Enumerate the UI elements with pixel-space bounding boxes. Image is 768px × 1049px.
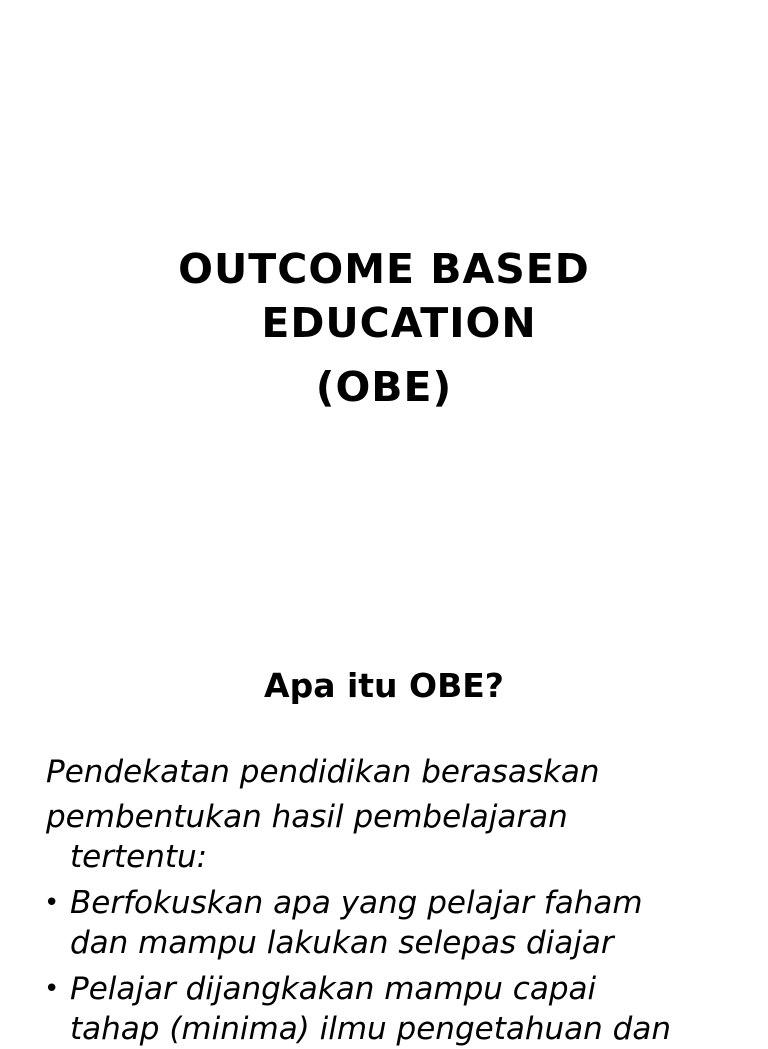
bullet-icon: • [44,888,60,918]
bullet-icon: • [44,974,60,1004]
title-line-2: EDUCATION [261,299,537,347]
title-line-3: (OBE) [315,363,453,411]
section-body [46,752,746,1049]
paragraph-line-1: Pendekatan pendidikan berasaskan [46,754,600,790]
section-heading: Apa itu OBE? [264,666,504,705]
bullet-line-2: tahap (minima) ilmu pengetahuan dan [70,1011,671,1047]
bullet-line-1: Pelajar dijangkakan mampu capai [70,971,597,1007]
bullet-list [46,883,746,1049]
paragraph-line-3: tertentu: [70,839,208,875]
bullet-line-2: dan mampu lakukan selepas diajar [70,925,614,961]
bullet-item [46,883,746,963]
bullet-item [46,969,746,1049]
paragraph-line-2: pembentukan hasil pembelajaran [46,799,568,835]
bullet-line-1: Berfokuskan apa yang pelajar faham [70,885,643,921]
title-line-1: OUTCOME BASED [178,245,590,293]
document-title [0,242,768,414]
